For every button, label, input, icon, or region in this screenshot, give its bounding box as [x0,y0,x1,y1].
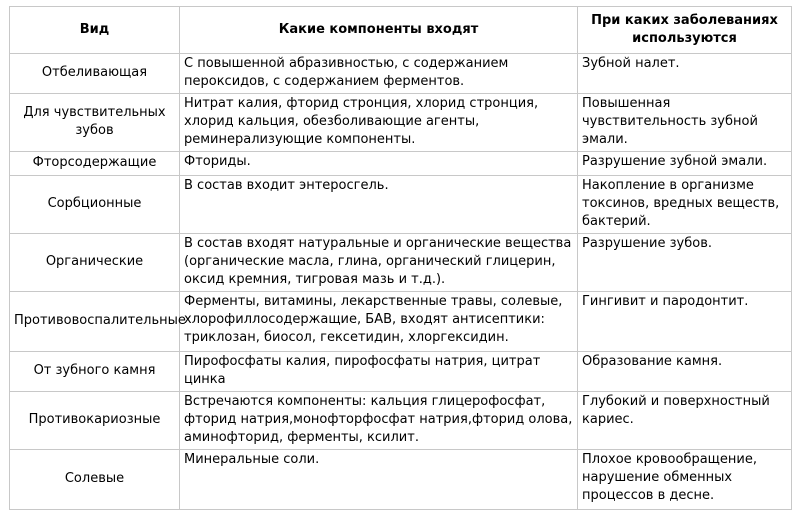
cell-diseases: Накопление в организме токсинов, вредных веществ, бактерий. [578,176,792,234]
header-type: Вид [10,7,180,54]
cell-type: Сорбционные [10,176,180,234]
header-components: Какие компоненты входят [180,7,578,54]
cell-type: Противокариозные [10,392,180,450]
cell-components: В состав входит энтеросгель. [180,176,578,234]
cell-diseases: Плохое кровообращение, нарушение обменных процессов в десне. [578,450,792,510]
cell-components: Минеральные соли. [180,450,578,510]
cell-diseases: Глубокий и поверхностный кариес. [578,392,792,450]
cell-components: Пирофосфаты калия, пирофосфаты натрия, цитрат цинка [180,352,578,392]
cell-type: Органические [10,234,180,292]
cell-type: От зубного камня [10,352,180,392]
table-row [10,94,792,152]
table-row [10,176,792,234]
cell-diseases: Разрушение зубов. [578,234,792,292]
cell-type: Противовоспалительные [10,292,180,352]
cell-diseases: Гингивит и пародонтит. [578,292,792,352]
cell-components: С повышенной абразивностью, с содержанием пероксидов, с содержанием ферментов. [180,54,578,94]
cell-type: Фторсодержащие [10,152,180,176]
cell-components: Ферменты, витамины, лекарственные травы, солевые, хлорофиллосодержащие, БАВ, входят антисептики: триклозан, биосол, гексетидин, хлоргексидин. [180,292,578,352]
toothpaste-types-table [9,6,792,510]
cell-diseases: Повышенная чувствительность зубной эмали. [578,94,792,152]
cell-components: Нитрат калия, фторид стронция, хлорид стронция, хлорид кальция, обезболивающие агенты, реминерализующие компоненты. [180,94,578,152]
cell-type: Солевые [10,450,180,510]
table-row [10,450,792,510]
cell-components: Встречаются компоненты: кальция глицерофосфат, фторид натрия,монофторфосфат натрия,фторид олова, аминофторид, ферменты, ксилит. [180,392,578,450]
header-diseases: При каких заболеваниях используются [578,7,792,54]
cell-type: Для чувствительных зубов [10,94,180,152]
table-row [10,352,792,392]
table-row [10,54,792,94]
cell-type: Отбеливающая [10,54,180,94]
table-row [10,234,792,292]
table-row [10,152,792,176]
table-row [10,392,792,450]
cell-diseases: Зубной налет. [578,54,792,94]
cell-components: В состав входят натуральные и органические вещества (органические масла, глина, органический глицерин, оксид кремния, тигровая мазь и т.д.). [180,234,578,292]
cell-diseases: Разрушение зубной эмали. [578,152,792,176]
table-header-row [10,7,792,54]
cell-diseases: Образование камня. [578,352,792,392]
cell-components: Фториды. [180,152,578,176]
table-row [10,292,792,352]
